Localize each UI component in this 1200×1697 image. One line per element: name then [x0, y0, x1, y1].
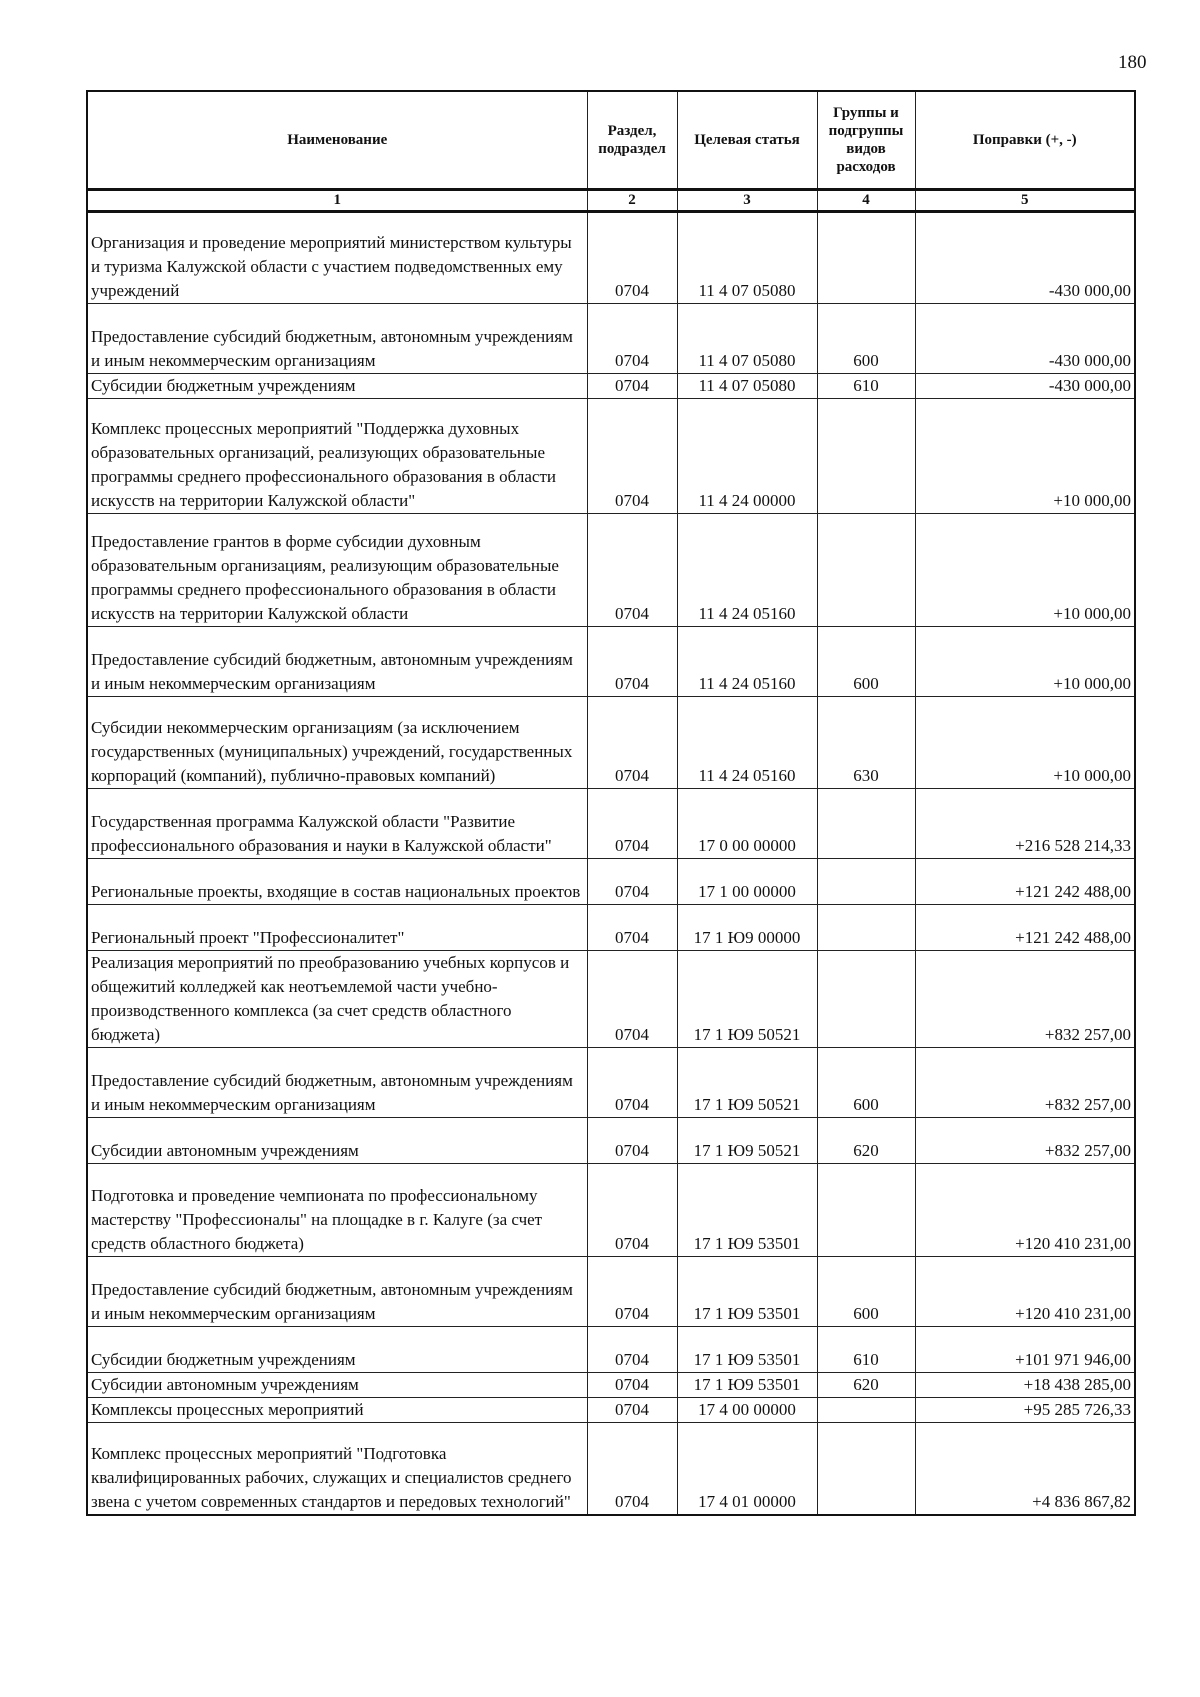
row-section: 0704: [587, 514, 677, 627]
row-name: Предоставление субсидий бюджетным, автономным учреждениям и иным некоммерческим организациям: [87, 1048, 587, 1118]
header-section: Раздел, подраздел: [587, 91, 677, 190]
table-row: [87, 1423, 1135, 1515]
row-section: 0704: [587, 1373, 677, 1398]
row-target: 17 0 00 00000: [677, 789, 817, 859]
row-name: Организация и проведение мероприятий министерством культуры и туризма Калужской области с участием подведомственных ему учреждений: [87, 212, 587, 304]
row-group: 600: [817, 1257, 915, 1327]
row-target: 11 4 24 00000: [677, 399, 817, 514]
row-name: Региональные проекты, входящие в состав национальных проектов: [87, 859, 587, 905]
row-amount: +121 242 488,00: [915, 905, 1135, 951]
row-target: 11 4 24 05160: [677, 514, 817, 627]
row-name: Комплекс процессных мероприятий "Подготовка квалифицированных рабочих, служащих и специалистов среднего звена с учетом современных стандартов и передовых технологий": [87, 1423, 587, 1515]
row-section: 0704: [587, 789, 677, 859]
header-amendments: Поправки (+, -): [915, 91, 1135, 190]
row-amount: +120 410 231,00: [915, 1257, 1135, 1327]
column-number: 3: [677, 190, 817, 212]
row-name: Реализация мероприятий по преобразованию учебных корпусов и общежитий колледжей как неотъемлемой части учебно-производственного комплекса (за счет средств областного бюджета): [87, 951, 587, 1048]
row-name: Государственная программа Калужской области "Развитие профессионального образования и науки в Калужской области": [87, 789, 587, 859]
row-section: 0704: [587, 399, 677, 514]
column-number: 5: [915, 190, 1135, 212]
row-section: 0704: [587, 1398, 677, 1423]
row-target: 17 1 Ю9 50521: [677, 1118, 817, 1164]
row-name: Комплекс процессных мероприятий "Поддержка духовных образовательных организаций, реализующих образовательные программы среднего профессионального образования в области искусств на территории Калужской области": [87, 399, 587, 514]
row-amount: +4 836 867,82: [915, 1423, 1135, 1515]
row-name: Субсидии некоммерческим организациям (за исключением государственных (муниципальных) учреждений, государственных корпораций (компаний), публично-правовых компаний): [87, 697, 587, 789]
row-amount: +832 257,00: [915, 951, 1135, 1048]
row-section: 0704: [587, 374, 677, 399]
table-row: [87, 1257, 1135, 1327]
row-amount: -430 000,00: [915, 374, 1135, 399]
row-name: Предоставление субсидий бюджетным, автономным учреждениям и иным некоммерческим организациям: [87, 627, 587, 697]
row-section: 0704: [587, 905, 677, 951]
row-target: 11 4 07 05080: [677, 374, 817, 399]
table-row: [87, 399, 1135, 514]
row-section: 0704: [587, 697, 677, 789]
row-amount: +10 000,00: [915, 697, 1135, 789]
table-row: [87, 1164, 1135, 1257]
row-section: 0704: [587, 1164, 677, 1257]
row-target: 11 4 24 05160: [677, 697, 817, 789]
row-group: [817, 789, 915, 859]
row-section: 0704: [587, 1257, 677, 1327]
row-target: 17 4 00 00000: [677, 1398, 817, 1423]
header-target: Целевая статья: [677, 91, 817, 190]
table-row: [87, 212, 1135, 304]
table-row: [87, 697, 1135, 789]
row-amount: +216 528 214,33: [915, 789, 1135, 859]
row-target: 17 1 Ю9 53501: [677, 1257, 817, 1327]
row-section: 0704: [587, 1118, 677, 1164]
table-row: [87, 1398, 1135, 1423]
row-name: Субсидии бюджетным учреждениям: [87, 374, 587, 399]
row-amount: +10 000,00: [915, 514, 1135, 627]
table-row: [87, 859, 1135, 905]
table-row: [87, 374, 1135, 399]
row-amount: +832 257,00: [915, 1118, 1135, 1164]
row-section: 0704: [587, 859, 677, 905]
row-amount: +18 438 285,00: [915, 1373, 1135, 1398]
row-section: 0704: [587, 627, 677, 697]
row-target: 17 1 Ю9 50521: [677, 951, 817, 1048]
row-name: Предоставление субсидий бюджетным, автономным учреждениям и иным некоммерческим организациям: [87, 304, 587, 374]
row-group: [817, 1398, 915, 1423]
row-name: Комплексы процессных мероприятий: [87, 1398, 587, 1423]
table-row: [87, 514, 1135, 627]
row-group: 620: [817, 1118, 915, 1164]
column-number: 2: [587, 190, 677, 212]
row-group: [817, 1423, 915, 1515]
page-number: 180: [1118, 52, 1147, 73]
row-section: 0704: [587, 304, 677, 374]
table-row: [87, 951, 1135, 1048]
row-group: [817, 951, 915, 1048]
row-group: 620: [817, 1373, 915, 1398]
row-section: 0704: [587, 1327, 677, 1373]
column-number: 4: [817, 190, 915, 212]
row-amount: +832 257,00: [915, 1048, 1135, 1118]
row-amount: -430 000,00: [915, 304, 1135, 374]
row-target: 17 1 00 00000: [677, 859, 817, 905]
row-name: Подготовка и проведение чемпионата по профессиональному мастерству "Профессионалы" на площадке в г. Калуге (за счет средств областного бюджета): [87, 1164, 587, 1257]
row-group: 630: [817, 697, 915, 789]
row-group: [817, 514, 915, 627]
row-name: Региональный проект "Профессионалитет": [87, 905, 587, 951]
header-groups: Группы и подгруппы видов расходов: [817, 91, 915, 190]
table-row: [87, 1048, 1135, 1118]
row-group: [817, 1164, 915, 1257]
row-amount: +121 242 488,00: [915, 859, 1135, 905]
column-number-row: [87, 190, 1135, 212]
row-section: 0704: [587, 1423, 677, 1515]
row-target: 11 4 07 05080: [677, 212, 817, 304]
row-amount: +101 971 946,00: [915, 1327, 1135, 1373]
column-number: 1: [87, 190, 587, 212]
table-row: [87, 905, 1135, 951]
row-group: 610: [817, 1327, 915, 1373]
row-target: 17 1 Ю9 50521: [677, 1048, 817, 1118]
row-name: Субсидии автономным учреждениям: [87, 1118, 587, 1164]
row-amount: -430 000,00: [915, 212, 1135, 304]
row-group: 610: [817, 374, 915, 399]
header-name: Наименование: [87, 91, 587, 190]
row-amount: +120 410 231,00: [915, 1164, 1135, 1257]
row-target: 17 4 01 00000: [677, 1423, 817, 1515]
row-group: [817, 399, 915, 514]
row-group: [817, 212, 915, 304]
row-group: 600: [817, 1048, 915, 1118]
row-name: Предоставление грантов в форме субсидии духовным образовательным организациям, реализующим образовательные программы среднего профессионального образования в области искусств на территории Калужской области: [87, 514, 587, 627]
row-target: 17 1 Ю9 53501: [677, 1373, 817, 1398]
table-row: [87, 1118, 1135, 1164]
table-row: [87, 789, 1135, 859]
row-group: 600: [817, 304, 915, 374]
budget-amendments-table: [86, 90, 1136, 1516]
row-name: Субсидии бюджетным учреждениям: [87, 1327, 587, 1373]
table-row: [87, 304, 1135, 374]
row-group: [817, 905, 915, 951]
row-target: 11 4 24 05160: [677, 627, 817, 697]
row-section: 0704: [587, 1048, 677, 1118]
table-row: [87, 627, 1135, 697]
row-target: 11 4 07 05080: [677, 304, 817, 374]
row-group: [817, 859, 915, 905]
table-header-row: [87, 91, 1135, 190]
row-group: 600: [817, 627, 915, 697]
row-target: 17 1 Ю9 00000: [677, 905, 817, 951]
table-row: [87, 1373, 1135, 1398]
row-section: 0704: [587, 212, 677, 304]
row-name: Субсидии автономным учреждениям: [87, 1373, 587, 1398]
row-target: 17 1 Ю9 53501: [677, 1164, 817, 1257]
row-amount: +95 285 726,33: [915, 1398, 1135, 1423]
table-row: [87, 1327, 1135, 1373]
row-target: 17 1 Ю9 53501: [677, 1327, 817, 1373]
row-section: 0704: [587, 951, 677, 1048]
row-name: Предоставление субсидий бюджетным, автономным учреждениям и иным некоммерческим организациям: [87, 1257, 587, 1327]
table-body: [87, 212, 1135, 1515]
row-amount: +10 000,00: [915, 627, 1135, 697]
row-amount: +10 000,00: [915, 399, 1135, 514]
